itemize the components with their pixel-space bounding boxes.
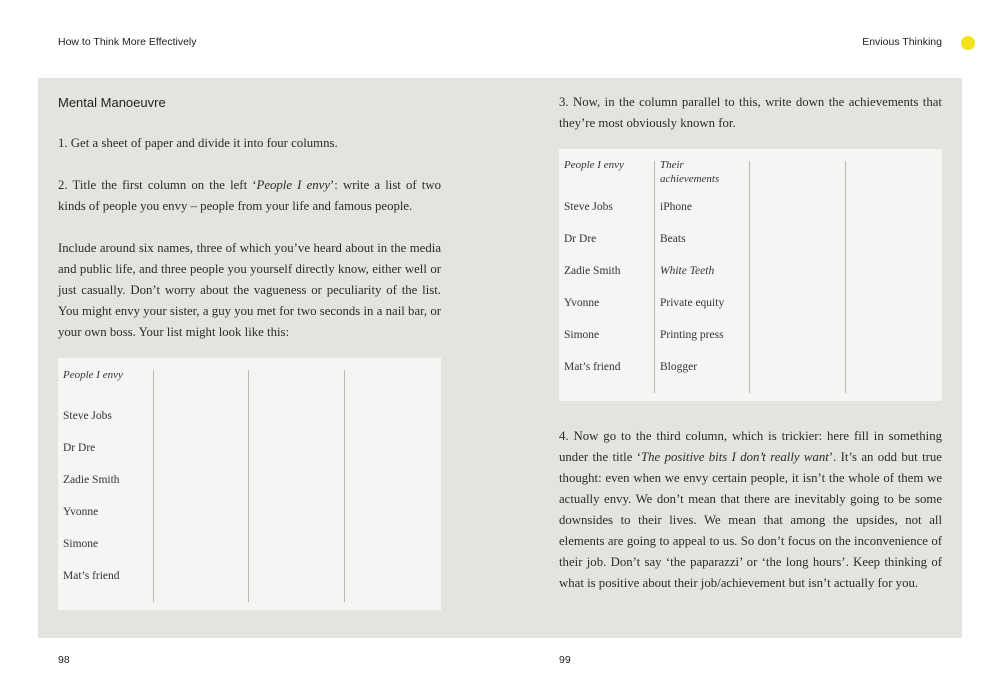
step-4 — [559, 426, 942, 594]
envy-table-left — [58, 358, 441, 610]
content-panel — [38, 78, 962, 638]
table-cell: Steve Jobs — [63, 410, 112, 422]
column-divider — [153, 370, 154, 602]
table-cell-achievement: Printing press — [660, 329, 724, 341]
table-cell-person: Steve Jobs — [564, 201, 613, 213]
table-cell-achievement: White Teeth — [660, 265, 715, 277]
step-2 — [58, 175, 441, 217]
table-cell: Yvonne — [63, 506, 99, 518]
section-heading: Mental Manoeuvre — [58, 95, 166, 110]
page-number-left: 98 — [58, 654, 70, 666]
step-3: 3. Now, in the column parallel to this, write down the achievements that they’re most obviously known for. — [559, 95, 942, 130]
table-cell-person: Mat’s friend — [564, 361, 621, 373]
table-cell: Zadie Smith — [63, 474, 120, 486]
table-cell-person: Yvonne — [564, 297, 600, 309]
table-cell-person: Simone — [564, 329, 600, 341]
page-number-right: 99 — [559, 654, 571, 666]
step-2-pre: 2. Title the first column on the left ‘ — [58, 178, 257, 192]
column-divider — [654, 161, 655, 393]
step-2-italic: People I envy — [256, 178, 331, 192]
table-cell-achievement: Private equity — [660, 297, 725, 309]
table-cell-achievement: Blogger — [660, 361, 698, 373]
step-2-post: ’: write a list of two kinds of people you envy – people from your life and famous people. — [58, 178, 441, 213]
table-cell: Dr Dre — [63, 442, 96, 454]
column-divider — [248, 370, 249, 602]
table-header-people: People I envy — [63, 369, 123, 381]
column-divider — [845, 161, 846, 393]
running-head-left: How to Think More Effectively — [58, 36, 197, 48]
table-header-achievements: Their achievements — [660, 159, 720, 185]
table-cell-achievement: iPhone — [660, 201, 692, 213]
table-cell-person: Dr Dre — [564, 233, 597, 245]
table-cell: Mat’s friend — [63, 570, 120, 582]
step-4-italic: The positive bits I don’t really want — [641, 450, 829, 464]
column-divider — [344, 370, 345, 602]
step-4-pre: 4. Now go to the third column, which is trickier: here fill in something under the title ‘ — [559, 429, 942, 464]
table-cell-person: Zadie Smith — [564, 265, 621, 277]
step-1: 1. Get a sheet of paper and divide it into four columns. — [58, 136, 338, 150]
step-4-post: ’. It’s an odd but true thought: even when we envy certain people, it isn’t the whole of them we actually envy. We don’t mean that there are inevitably going to be some downsides to their lives. We mean that among the upsides, not all elements are going to appeal to us. So don’t focus on the inconvenience of their job. Don’t say ‘the paparazzi’ or ‘the long hours’. Keep thinking of what is positive about their job/achievement but isn’t actually for you. — [559, 450, 942, 590]
table-cell: Simone — [63, 538, 99, 550]
yellow-dot-icon — [961, 36, 975, 50]
column-divider — [749, 161, 750, 393]
include-paragraph: Include around six names, three of which you’ve heard about in the media and public life, and three people you yourself directly know, either well or just casually. Don’t worry about the vagueness or peculiarity of the list. You might envy your sister, a guy you met for two seconds in a nail bar, or your own boss. Your list might look like this: — [58, 241, 441, 339]
table-cell-achievement: Beats — [660, 233, 686, 245]
table-header-people: People I envy — [564, 159, 624, 171]
running-head-right: Envious Thinking — [862, 36, 942, 48]
envy-table-right — [559, 149, 942, 401]
